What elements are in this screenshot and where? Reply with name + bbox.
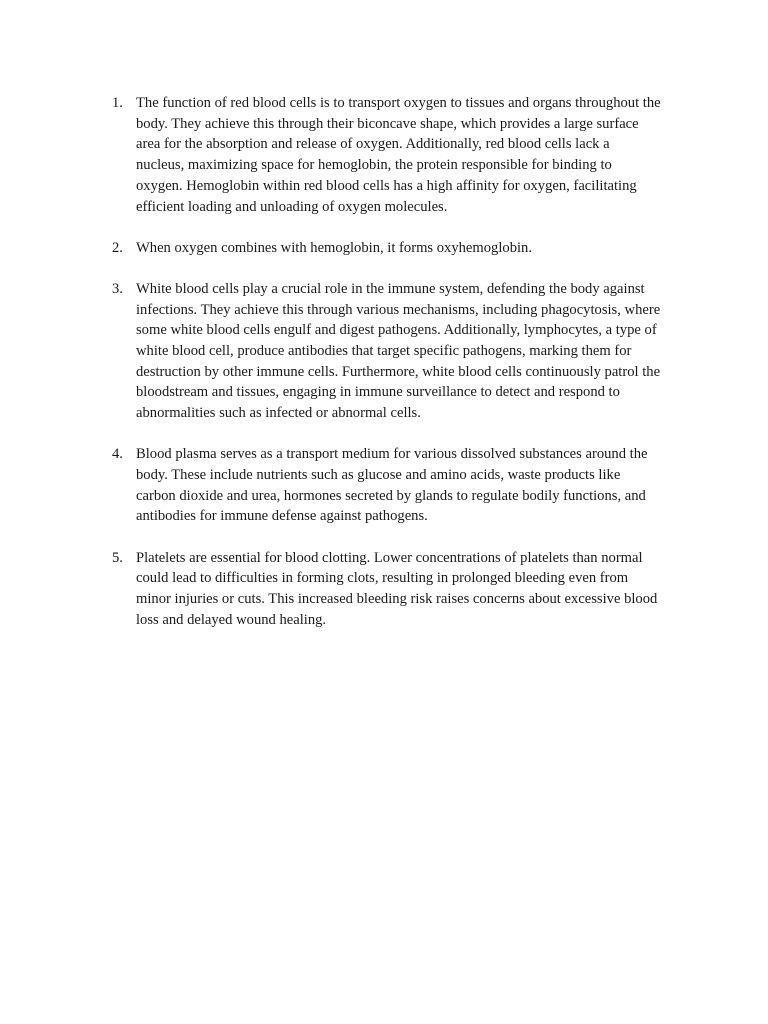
text-line: body. These include nutrients such as glucose and amino acids, waste products like: [136, 467, 621, 484]
text-line: nucleus, maximizing space for hemoglobin, the protein responsible for binding to: [136, 157, 612, 174]
text-line: could lead to difficulties in forming clots, resulting in prolonged bleeding even from: [136, 570, 629, 587]
text-line: White blood cells play a crucial role in the immune system, defending the body against: [136, 280, 645, 297]
text-line: antibodies for immune defense against pathogens.: [136, 508, 428, 525]
item-text: [136, 279, 692, 424]
text-line: destruction by other immune cells. Furthermore, white blood cells continuously patrol the: [136, 363, 661, 380]
text-line: abnormalities such as infected or abnormal cells.: [136, 405, 421, 422]
text-line: loss and delayed wound healing.: [136, 611, 327, 628]
text-line: When oxygen combines with hemoglobin, it forms oxyhemoglobin.: [136, 239, 533, 256]
text-line: bloodstream and tissues, engaging in immune surveillance to detect and respond to: [136, 384, 620, 401]
text-line: Blood plasma serves as a transport medium for various dissolved substances around the: [136, 446, 648, 463]
text-line: body. They achieve this through their biconcave shape, which provides a large surface: [136, 115, 639, 132]
list-item-1: [112, 93, 692, 217]
item-text: [136, 93, 692, 217]
item-number: 4.: [112, 446, 123, 463]
numbered-answer-list: [112, 93, 692, 651]
text-line: white blood cell, produce antibodies that target specific pathogens, marking them for: [136, 343, 632, 360]
text-line: minor injuries or cuts. This increased bleeding risk raises concerns about excessive blood: [136, 591, 658, 608]
text-line: infections. They achieve this through various mechanisms, including phagocytosis, where: [136, 301, 661, 318]
item-number: 1.: [112, 95, 123, 111]
text-line: carbon dioxide and urea, hormones secreted by glands to regulate bodily functions, and: [136, 487, 646, 504]
item-text: [136, 548, 692, 631]
list-item-2: [112, 238, 692, 259]
text-line: The function of red blood cells is to transport oxygen to tissues and organs throughout the: [136, 95, 661, 111]
text-line: efficient loading and unloading of oxygen molecules.: [136, 198, 448, 215]
text-line: some white blood cells engulf and digest pathogens. Additionally, lymphocytes, a type of: [136, 322, 657, 339]
list-item-3: [112, 279, 692, 424]
item-number: 3.: [112, 280, 123, 297]
item-text: [136, 444, 692, 527]
text-line: Platelets are essential for blood clotting. Lower concentrations of platelets than normal: [136, 549, 643, 566]
text-line: area for the absorption and release of oxygen. Additionally, red blood cells lack a: [136, 136, 610, 153]
item-number: 2.: [112, 239, 123, 256]
text-line: oxygen. Hemoglobin within red blood cells has a high affinity for oxygen, facilitating: [136, 177, 637, 194]
list-item-4: [112, 444, 692, 527]
item-number: 5.: [112, 549, 123, 566]
item-text: [136, 238, 692, 259]
list-item-5: [112, 548, 692, 631]
